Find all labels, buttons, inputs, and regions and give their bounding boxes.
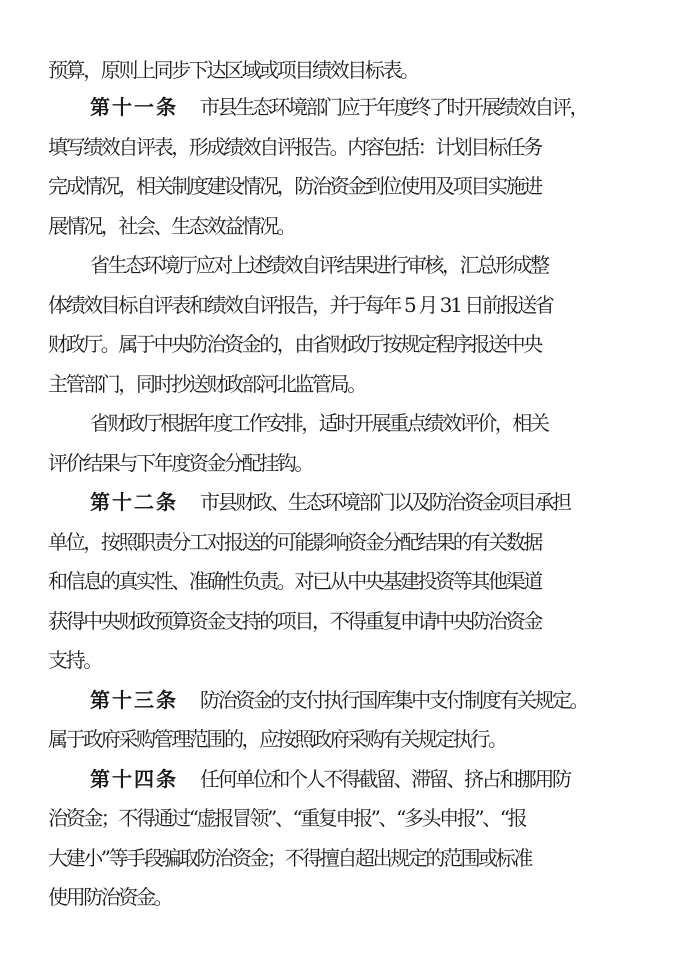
text-line bbox=[0, 640, 695, 680]
text-line bbox=[0, 838, 695, 878]
line-text: 评价结果与下年度资金分配挂钩。 bbox=[48, 451, 312, 475]
line-text: 省财政厅根据年度工作安排，适时开展重点绩效评价，相关 bbox=[90, 411, 548, 435]
line-text: 市县财政、生态环境部门以及防治资金项目承担 bbox=[200, 490, 570, 514]
line-text: 防治资金的支付执行国库集中支付制度有关规定。 bbox=[200, 688, 588, 712]
text-line bbox=[0, 601, 695, 641]
text-line bbox=[0, 364, 695, 404]
text-line bbox=[0, 166, 695, 206]
line-text: 展情况，社会、生态效益情况。 bbox=[48, 214, 295, 238]
text-line bbox=[0, 206, 695, 246]
line-text: 体绩效目标自评表和绩效自评报告，并于每年 5 月 31 日前报送省 bbox=[48, 293, 553, 317]
article-label: 第十三条 bbox=[90, 688, 178, 712]
text-line bbox=[0, 127, 695, 167]
text-line bbox=[0, 522, 695, 562]
line-text: 治资金；不得通过“虚报冒领”、“重复申报”、“多头申报”、“报 bbox=[48, 806, 526, 830]
text-line bbox=[0, 561, 695, 601]
article-heading-line bbox=[0, 680, 695, 720]
text-line bbox=[0, 443, 695, 483]
line-text: 大建小”等手段骗取防治资金；不得擅自超出规定的范围或标准 bbox=[48, 846, 532, 870]
line-text: 预算，原则上同步下达区域或项目绩效目标表。 bbox=[48, 58, 418, 82]
line-text: 支持。 bbox=[48, 648, 101, 672]
line-text: 获得中央财政预算资金支持的项目，不得重复申请中央防治资金 bbox=[48, 609, 541, 633]
article-heading-line bbox=[0, 482, 695, 522]
text-line bbox=[0, 877, 695, 917]
paragraph-first-line bbox=[0, 403, 695, 443]
line-text: 市县生态环境部门应于年度终了时开展绩效自评， bbox=[200, 95, 588, 119]
line-text: 省生态环境厅应对上述绩效自评结果进行审核，汇总形成整 bbox=[90, 253, 548, 277]
line-text: 和信息的真实性、准确性负责。对已从中央基建投资等其他渠道 bbox=[48, 569, 541, 593]
line-text: 财政厅。属于中央防治资金的，由省财政厅按规定程序报送中央 bbox=[48, 332, 541, 356]
line-text: 使用防治资金。 bbox=[48, 885, 172, 909]
article-heading-line bbox=[0, 759, 695, 799]
text-line bbox=[0, 50, 695, 90]
article-heading-line bbox=[0, 87, 695, 127]
article-label: 第十二条 bbox=[90, 490, 178, 514]
line-text: 属于政府采购管理范围的，应按照政府采购有关规定执行。 bbox=[48, 727, 506, 751]
text-line bbox=[0, 324, 695, 364]
text-line bbox=[0, 798, 695, 838]
line-text: 主管部门，同时抄送财政部河北监管局。 bbox=[48, 372, 365, 396]
article-label: 第十一条 bbox=[90, 95, 178, 119]
line-text: 填写绩效自评表，形成绩效自评报告。内容包括：计划目标任务 bbox=[48, 135, 541, 159]
article-label: 第十四条 bbox=[90, 767, 178, 791]
line-text: 完成情况，相关制度建设情况，防治资金到位使用及项目实施进 bbox=[48, 174, 541, 198]
text-line bbox=[0, 285, 695, 325]
text-line bbox=[0, 719, 695, 759]
line-text: 单位，按照职责分工对报送的可能影响资金分配结果的有关数据 bbox=[48, 530, 541, 554]
paragraph-first-line bbox=[0, 245, 695, 285]
line-text: 任何单位和个人不得截留、滞留、挤占和挪用防 bbox=[200, 767, 570, 791]
